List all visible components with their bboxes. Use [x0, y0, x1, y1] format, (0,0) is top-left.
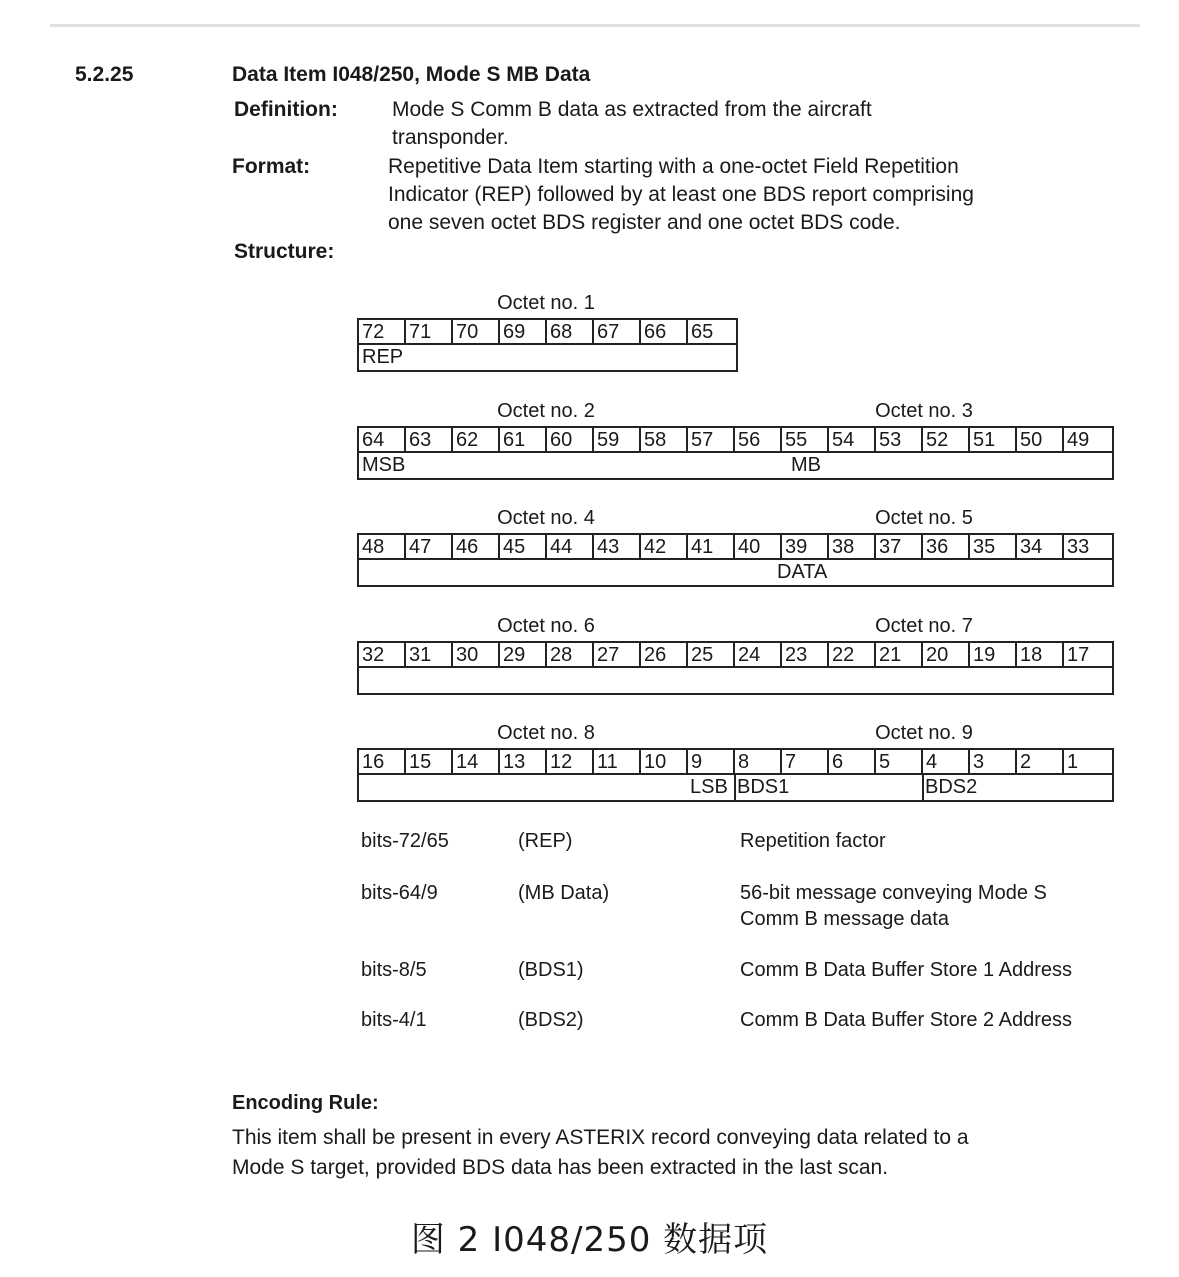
- bit-cell: 45: [500, 535, 547, 558]
- octet-6-label: Octet no. 6: [497, 615, 595, 637]
- bit-cell: 52: [923, 428, 970, 451]
- bit-cell: 24: [735, 643, 782, 666]
- octet-5-label: Octet no. 5: [875, 507, 973, 529]
- desc-text-2b: Comm B message data: [740, 908, 949, 930]
- bit-cell: 62: [453, 428, 500, 451]
- format-label: Format:: [232, 155, 311, 178]
- bit-cell: 31: [406, 643, 453, 666]
- bit-cell: 58: [641, 428, 688, 451]
- definition-line-2: transponder.: [392, 126, 509, 149]
- bit-cell: 50: [1017, 428, 1064, 451]
- octet-9-label: Octet no. 9: [875, 722, 973, 744]
- octet-4-label: Octet no. 4: [497, 507, 595, 529]
- desc-text-2a: 56-bit message conveying Mode S: [740, 882, 1047, 904]
- bit-row-octets-2-3: [357, 426, 1114, 453]
- field-divider-lsb-bds1: [734, 775, 736, 800]
- bit-cell: 4: [923, 750, 970, 773]
- bit-cell: 53: [876, 428, 923, 451]
- bit-cell: 43: [594, 535, 641, 558]
- encoding-rule-label: Encoding Rule:: [232, 1092, 379, 1114]
- bit-row-octet-1: [357, 318, 738, 345]
- bit-cell: 44: [547, 535, 594, 558]
- bit-cell: 5: [876, 750, 923, 773]
- bit-cell: 14: [453, 750, 500, 773]
- bit-cell: 38: [829, 535, 876, 558]
- bit-cell: 56: [735, 428, 782, 451]
- bit-cell: 71: [406, 320, 453, 343]
- desc-text-1: Repetition factor: [740, 830, 886, 852]
- bit-row-octets-6-7: [357, 641, 1114, 668]
- bit-cell: 17: [1067, 644, 1090, 666]
- bit-cell: 28: [547, 643, 594, 666]
- octet-2-label: Octet no. 2: [497, 400, 595, 422]
- rep-field: REP: [362, 346, 404, 368]
- octet-1-label: Octet no. 1: [497, 292, 595, 314]
- bit-cell: 64: [359, 428, 406, 451]
- bit-cell: 20: [923, 643, 970, 666]
- desc-bits-1: bits-72/65: [361, 830, 449, 852]
- bit-cell: 46: [453, 535, 500, 558]
- bit-cell: 37: [876, 535, 923, 558]
- bit-cell: 51: [970, 428, 1017, 451]
- bit-cell: 29: [500, 643, 547, 666]
- format-line-1: Repetitive Data Item starting with a one-octet Field Repetition: [388, 155, 959, 178]
- bit-cell: 70: [453, 320, 500, 343]
- definition-line-1: Mode S Comm B data as extracted from the aircraft: [392, 98, 872, 121]
- bit-cell: 9: [688, 750, 735, 773]
- bit-cell: 25: [688, 643, 735, 666]
- bit-cell: 66: [641, 320, 688, 343]
- bit-cell: 40: [735, 535, 782, 558]
- desc-bits-4: bits-4/1: [361, 1009, 427, 1031]
- desc-bits-2: bits-64/9: [361, 882, 438, 904]
- msb-field: MSB: [362, 454, 406, 476]
- bit-cell: 26: [641, 643, 688, 666]
- bds1-field: BDS1: [737, 776, 790, 798]
- bit-cell: 15: [406, 750, 453, 773]
- field-row-octets-2-3: [357, 453, 1114, 480]
- desc-bits-3: bits-8/5: [361, 959, 427, 981]
- bit-cell: 39: [782, 535, 829, 558]
- bit-cell: 22: [829, 643, 876, 666]
- mb-field: MB: [791, 454, 821, 476]
- desc-name-4: (BDS2): [518, 1009, 584, 1031]
- bit-cell: 61: [500, 428, 547, 451]
- octet-3-label: Octet no. 3: [875, 400, 973, 422]
- field-divider-bds1-bds2: [922, 775, 924, 800]
- field-row-octet-1: [357, 345, 738, 372]
- bit-cell: 41: [688, 535, 735, 558]
- bit-cell: 8: [735, 750, 782, 773]
- field-row-octets-6-7: [357, 668, 1114, 695]
- format-line-3: one seven octet BDS register and one octet BDS code.: [388, 211, 901, 234]
- lsb-field: LSB: [690, 776, 728, 798]
- encoding-rule-line-1: This item shall be present in every ASTERIX record conveying data related to a: [232, 1126, 969, 1149]
- bit-cell: 32: [359, 643, 406, 666]
- bit-cell: 68: [547, 320, 594, 343]
- bit-cell: 12: [547, 750, 594, 773]
- bit-cell: 27: [594, 643, 641, 666]
- bit-cell: 11: [594, 750, 641, 773]
- desc-text-4: Comm B Data Buffer Store 2 Address: [740, 1009, 1073, 1031]
- data-field: DATA: [777, 561, 828, 583]
- bit-cell: 21: [876, 643, 923, 666]
- definition-label: Definition:: [234, 98, 338, 121]
- bit-cell: 19: [970, 643, 1017, 666]
- bit-cell: 1: [1067, 751, 1079, 773]
- octet-8-label: Octet no. 8: [497, 722, 595, 744]
- bit-cell: 48: [359, 535, 406, 558]
- desc-name-1: (REP): [518, 830, 573, 852]
- bit-cell: 55: [782, 428, 829, 451]
- bit-cell: 16: [359, 750, 406, 773]
- bit-cell: 63: [406, 428, 453, 451]
- bit-cell: 3: [970, 750, 1017, 773]
- top-divider: [50, 24, 1140, 27]
- bit-cell: 59: [594, 428, 641, 451]
- bit-cell: 36: [923, 535, 970, 558]
- bit-cell: 47: [406, 535, 453, 558]
- bit-cell: 6: [829, 750, 876, 773]
- bit-cell: 34: [1017, 535, 1064, 558]
- bit-cell: 54: [829, 428, 876, 451]
- bit-cell: 13: [500, 750, 547, 773]
- bit-cell: 18: [1017, 643, 1064, 666]
- encoding-rule-line-2: Mode S target, provided BDS data has been extracted in the last scan.: [232, 1156, 889, 1179]
- bit-cell: 69: [500, 320, 547, 343]
- bit-cell: 42: [641, 535, 688, 558]
- bit-cell: 10: [641, 750, 688, 773]
- desc-text-3: Comm B Data Buffer Store 1 Address: [740, 959, 1073, 981]
- field-row-octets-8-9: [357, 775, 1114, 802]
- bit-cell: 23: [782, 643, 829, 666]
- bit-cell: 30: [453, 643, 500, 666]
- bit-cell: 57: [688, 428, 735, 451]
- bit-cell: 33: [1067, 536, 1090, 558]
- bit-cell: 67: [594, 320, 641, 343]
- bit-row-octets-8-9: [357, 748, 1114, 775]
- bit-cell: 35: [970, 535, 1017, 558]
- bit-cell: 7: [782, 750, 829, 773]
- desc-name-3: (BDS1): [518, 959, 584, 981]
- desc-name-2: (MB Data): [518, 882, 610, 904]
- bit-cell: 49: [1067, 429, 1090, 451]
- bds2-field: BDS2: [925, 776, 978, 798]
- format-line-2: Indicator (REP) followed by at least one BDS report comprising: [388, 183, 974, 206]
- bit-cell: 2: [1017, 750, 1064, 773]
- section-number: 5.2.25: [75, 63, 134, 86]
- bit-cell: 65: [691, 321, 714, 343]
- bit-cell: 60: [547, 428, 594, 451]
- bit-cell: 72: [359, 320, 406, 343]
- octet-7-label: Octet no. 7: [875, 615, 973, 637]
- structure-label: Structure:: [234, 240, 335, 263]
- figure-caption: 图 2 I048/250 数据项: [410, 1220, 769, 1260]
- section-title: Data Item I048/250, Mode S MB Data: [232, 63, 591, 86]
- field-row-octets-4-5: [357, 560, 1114, 587]
- bit-row-octets-4-5: [357, 533, 1114, 560]
